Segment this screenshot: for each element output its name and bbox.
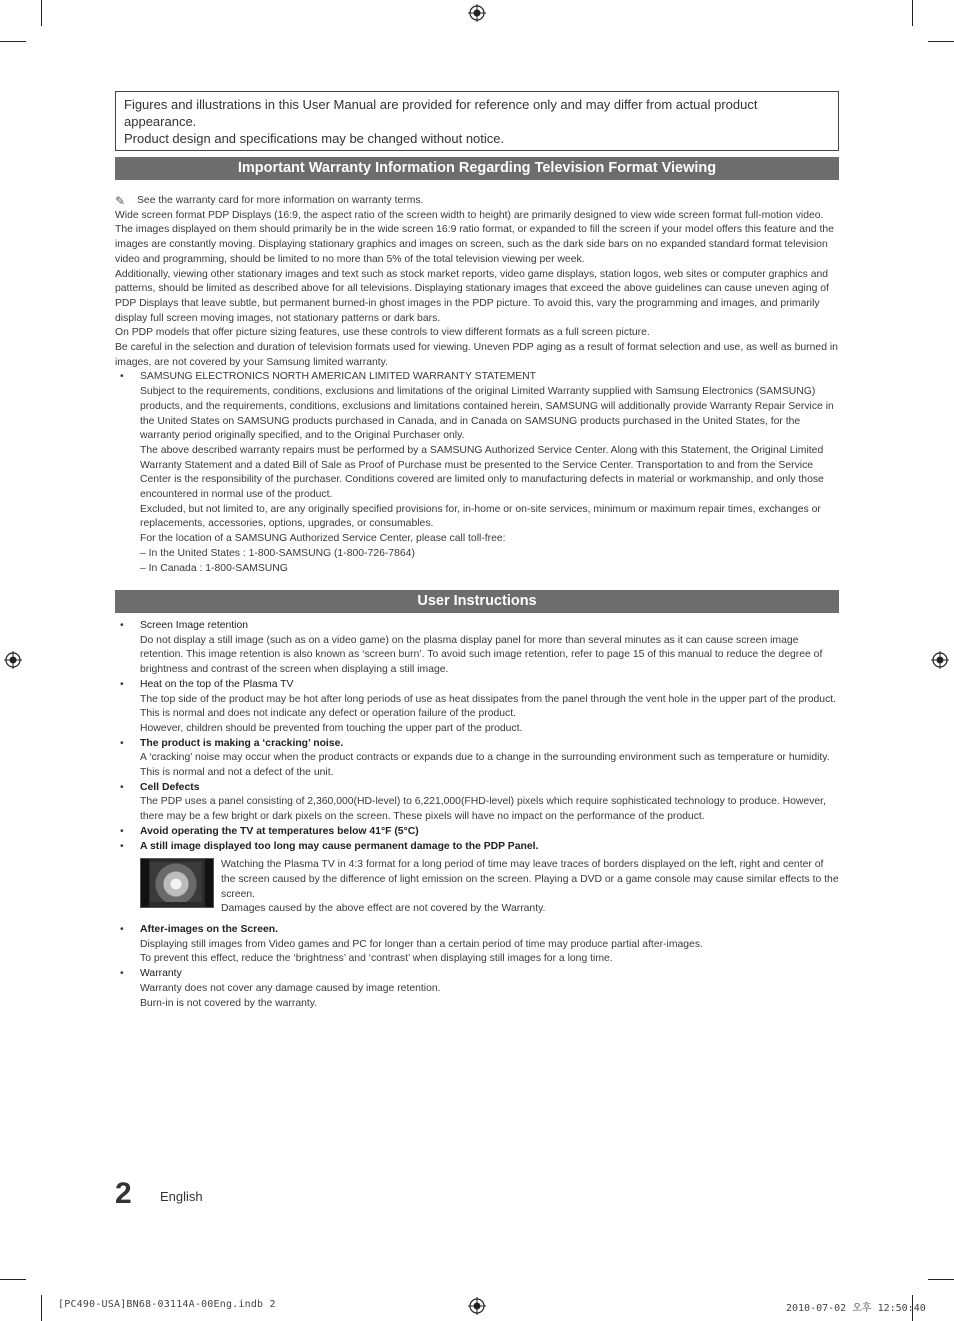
side-bar-right [205, 859, 213, 907]
paragraph: Damages caused by the above effect are not covered by the Warranty. [221, 903, 546, 915]
paragraph: On PDP models that offer picture sizing features, use these controls to view different formats as a full screen picture. [115, 327, 650, 339]
paragraph: Be careful in the selection and duration of television formats used for viewing. Uneven PDP aging as a result of format selection and use, as well as burned in images, are not covered by your Samsung limited warranty. [115, 342, 838, 368]
disclaimer-line: Figures and illustrations in this User Manual are provided for reference only and may differ from actual product appearance. [124, 97, 758, 129]
list-item [115, 737, 839, 781]
crop-mark [912, 0, 913, 26]
bullet-icon: • [120, 968, 124, 980]
paragraph: Watching the Plasma TV in 4:3 format for a long period of time may leave traces of borders displayed on the left, right and center of the screen caused by the difference of light emission on the screen. Playing a DVD or a game console may cause similar effects to the screen. [221, 859, 839, 900]
disclaimer-box [115, 91, 839, 151]
item-title: Screen Image retention [140, 620, 249, 631]
image-note-text [221, 858, 839, 917]
item-title: After-images on the Screen. [140, 924, 279, 936]
side-bar-left [141, 859, 149, 907]
print-slug-timestamp: 2010-07-02 오후 12:50:40 [786, 1303, 926, 1314]
image-note [140, 858, 839, 917]
page-language: English [160, 1189, 203, 1204]
paragraph: For the location of a SAMSUNG Authorized Service Center, please call toll-free: [140, 533, 506, 545]
paragraph: Burn-in is not covered by the warranty. [140, 997, 318, 1009]
bullet-icon: • [120, 840, 124, 852]
bullet-icon: • [120, 781, 124, 793]
paragraph: Wide screen format PDP Displays (16:9, the aspect ratio of the screen width to height) are primarily designed to view wide screen format full-motion video. The images displayed on them should primarily be in the wide screen 16:9 ratio format, or expanded to fill the screen if your model offers this feature and the images are constantly moving. Displaying stationary graphics and images on screen, such as the dark side bars on no expanded standard format television video and programming, should be limited to no more than 5% of the total television viewing per week. [115, 209, 834, 265]
bullet-icon: • [120, 620, 124, 631]
page-number: 2 [115, 1177, 132, 1210]
item-title: The product is making a ‘cracking’ noise. [140, 737, 344, 749]
registration-mark-icon [468, 4, 486, 22]
user-instructions-heading: User Instructions [115, 590, 839, 613]
crop-mark [41, 1295, 42, 1321]
warranty-bullet-list [115, 370, 839, 576]
disclaimer-line: Product design and specifications may be changed without notice. [124, 131, 505, 146]
list-item [115, 678, 839, 737]
bullet-icon: • [120, 371, 124, 383]
paragraph: Displaying still images from Video games and PC for longer than a certain period of time may produce partial after-images. [140, 938, 703, 950]
paragraph: Warranty does not cover any damage caused by image retention. [140, 982, 441, 994]
item-title: A still image displayed too long may cause permanent damage to the PDP Panel. [140, 840, 539, 852]
bullet-title: SAMSUNG ELECTRONICS NORTH AMERICAN LIMITED WARRANTY STATEMENT [140, 371, 537, 383]
registration-mark-icon [931, 651, 949, 669]
warranty-note [115, 194, 839, 209]
crop-mark [41, 0, 42, 26]
paragraph: Subject to the requirements, conditions, exclusions and limitations of the original Limited Warranty supplied with Samsung Electronics (SAMSUNG) products, and the requirements, conditions, exclusions and limitations contained herein, SAMSUNG will additionally provide Warranty Repair Service in the United States on SAMSUNG products purchased in Canada, and in Canada on SAMSUNG products purchased in the United States, for the warranty period originally specified, and to the Original Purchaser only. [140, 386, 834, 442]
paragraph: This is normal and does not indicate any defect or operation failure of the product. [140, 708, 517, 720]
item-title: Avoid operating the TV at temperatures below 41°F (5°C) [140, 825, 419, 837]
note-text: See the warranty card for more information on warranty terms. [137, 195, 424, 206]
phone-line: – In Canada : 1-800-SAMSUNG [140, 562, 288, 574]
tv-screen-image [140, 858, 214, 908]
list-item [115, 781, 839, 825]
paragraph: However, children should be prevented from touching the upper part of the product. [140, 722, 523, 734]
crop-mark [0, 41, 26, 42]
flower-picture [150, 862, 202, 902]
paragraph: Excluded, but not limited to, are any originally specified provisions for, in-home or on-site services, minimum or maximum repair times, exchanges or replacements, accessories, options, upgrades, or consumables. [140, 503, 821, 530]
list-item [115, 923, 839, 967]
bullet-icon: • [120, 924, 124, 936]
bullet-icon: • [120, 825, 124, 837]
warranty-section-body [115, 194, 839, 576]
crop-mark [0, 1279, 26, 1280]
paragraph: The top side of the product may be hot after long periods of use as heat dissipates from the panel through the vent hole in the upper part of the product. [140, 693, 837, 705]
item-title: Heat on the top of the Plasma TV [140, 678, 294, 690]
paragraph: The PDP uses a panel consisting of 2,360,000(HD-level) to 6,221,000(FHD-level) pixels which require sophisticated technology to produce. However, there may be a few bright or dark pixels on the screen. These pixels will have no impact on the performance of the product. [140, 796, 826, 823]
bullet-icon: • [120, 678, 124, 690]
registration-mark-icon [468, 1297, 486, 1315]
print-slug-file: [PC490-USA]BN68-03114A-00Eng.indb 2 [58, 1299, 276, 1310]
list-item [115, 825, 839, 840]
bullet-icon: • [120, 737, 124, 749]
list-item [115, 967, 839, 1011]
list-item [115, 619, 839, 678]
user-instructions-list [115, 619, 839, 1011]
list-item [115, 370, 839, 576]
item-title: Cell Defects [140, 781, 200, 793]
registration-mark-icon [4, 651, 22, 669]
paragraph: Do not display a still image (such as on a video game) on the plasma display panel for more than several minutes as it can cause screen image retention. This image retention is also known as ‘screen burn’. To avoid such image retention, refer to page 15 of this manual to reduce the degree of brightness and contrast of the screen when displaying a still image. [140, 634, 823, 676]
list-item [115, 840, 839, 918]
crop-mark [928, 1279, 954, 1280]
crop-mark [928, 41, 954, 42]
warranty-section-heading: Important Warranty Information Regarding Television Format Viewing [115, 157, 839, 180]
item-title: Warranty [140, 968, 182, 980]
paragraph: A ‘cracking’ noise may occur when the product contracts or expands due to a change in the surrounding environment such as temperature or humidity. This is normal and not a defect of the unit. [140, 752, 830, 779]
paragraph: The above described warranty repairs must be performed by a SAMSUNG Authorized Service Center. Along with this Statement, the Original Limited Warranty Statement and a dated Bill of Sale as Proof of Purchase must be presented to the Service Center. Transportation to and from the Service Center is the responsibility of the purchaser. Conditions covered are limited only to manufacturing defects in material or workmanship, and only those encountered in normal use of the product. [140, 444, 824, 501]
pencil-note-icon: ✎ [115, 194, 126, 208]
phone-line: – In the United States : 1-800-SAMSUNG (1-800-726-7864) [140, 547, 415, 559]
paragraph: Additionally, viewing other stationary images and text such as stock market reports, video game displays, station logos, web sites or computer graphics and patterns, should be limited as described above for all televisions. Displaying stationary images that exceed the above guidelines can cause uneven aging of PDP Displays that leave subtle, but permanent burned-in ghost images in the PDP picture. To avoid this, vary the programming and images, and primarily display full screen moving images, not stationary patterns or dark bars. [115, 268, 829, 324]
paragraph: To prevent this effect, reduce the ‘brightness’ and ‘contrast’ when displaying still images for a long time. [140, 953, 613, 965]
